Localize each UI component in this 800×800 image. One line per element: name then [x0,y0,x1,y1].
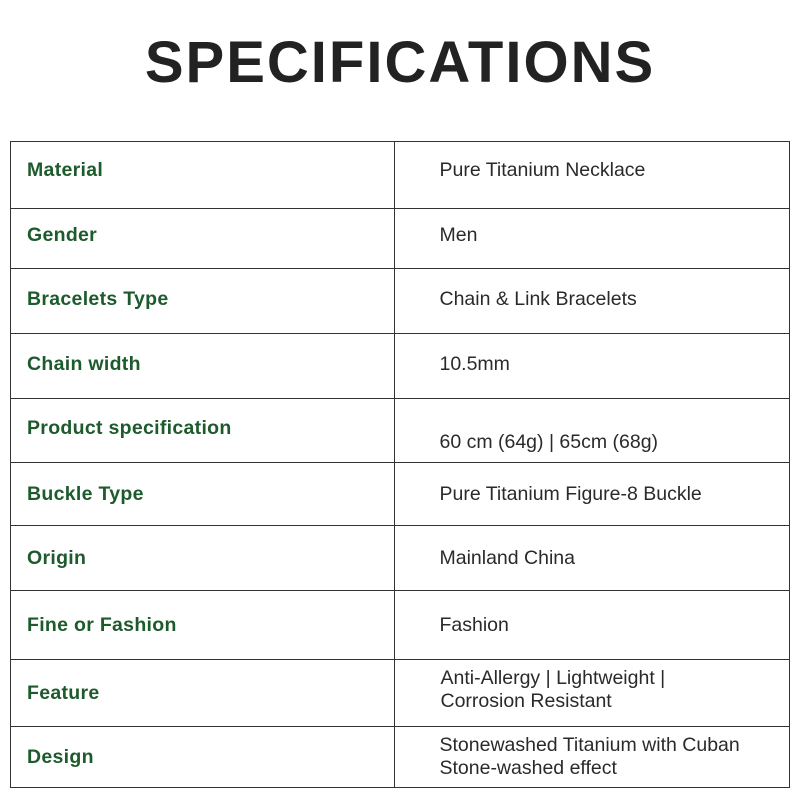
spec-label-cell [11,269,395,334]
spec-value-cell [395,334,790,399]
spec-label: Fine or Fashion [27,613,177,636]
page-title: SPECIFICATIONS [144,30,656,95]
spec-value-cell [395,727,790,788]
spec-value: Mainland China [439,546,575,569]
spec-value-line: Stone-washed effect [439,757,617,779]
spec-value: Men [439,224,478,246]
spec-label: Feature [27,681,100,704]
table-row [11,209,790,269]
table-row [11,269,790,334]
spec-label-cell [11,399,395,463]
spec-label-cell [11,526,395,591]
spec-value-cell [395,660,790,727]
table-row [11,591,790,660]
spec-value-cell [395,463,790,526]
spec-label: Origin [27,546,87,569]
spec-value-cell [395,209,790,269]
spec-label-cell [11,463,395,526]
spec-label-cell [11,727,395,788]
spec-label: Design [27,745,94,768]
table-row [11,399,790,463]
specifications-table [10,141,790,788]
table-row [11,660,790,727]
spec-label: Chain width [27,352,141,375]
spec-label: Material [27,158,104,181]
spec-value: Pure Titanium Figure-8 Buckle [439,482,702,505]
spec-value: 10.5mm [439,352,510,375]
spec-label-cell [11,142,395,209]
spec-value-line: Corrosion Resistant [440,690,612,712]
spec-value-line: Anti-Allergy | Lightweight | [440,667,666,689]
table-row [11,334,790,399]
table-row [11,727,790,788]
spec-value-cell [395,269,790,334]
spec-value-cell [395,526,790,591]
table-row [11,463,790,526]
spec-label-cell [11,660,395,727]
spec-value: Chain & Link Bracelets [439,287,637,310]
spec-label: Gender [27,224,98,246]
spec-value: Pure Titanium Necklace [439,158,646,181]
spec-label-cell [11,591,395,660]
table-row [11,142,790,209]
spec-value-line: Stonewashed Titanium with Cuban [439,734,740,756]
spec-label: Buckle Type [27,482,144,505]
spec-value: Fashion [439,613,509,636]
spec-label: Bracelets Type [27,287,169,310]
spec-label-cell [11,334,395,399]
spec-value: 60 cm (64g) | 65cm (68g) [439,431,659,453]
table-row [11,526,790,591]
spec-label: Product specification [27,417,232,439]
spec-label-cell [11,209,395,269]
spec-value-cell [395,142,790,209]
spec-value-cell [395,399,790,463]
spec-value-cell [395,591,790,660]
